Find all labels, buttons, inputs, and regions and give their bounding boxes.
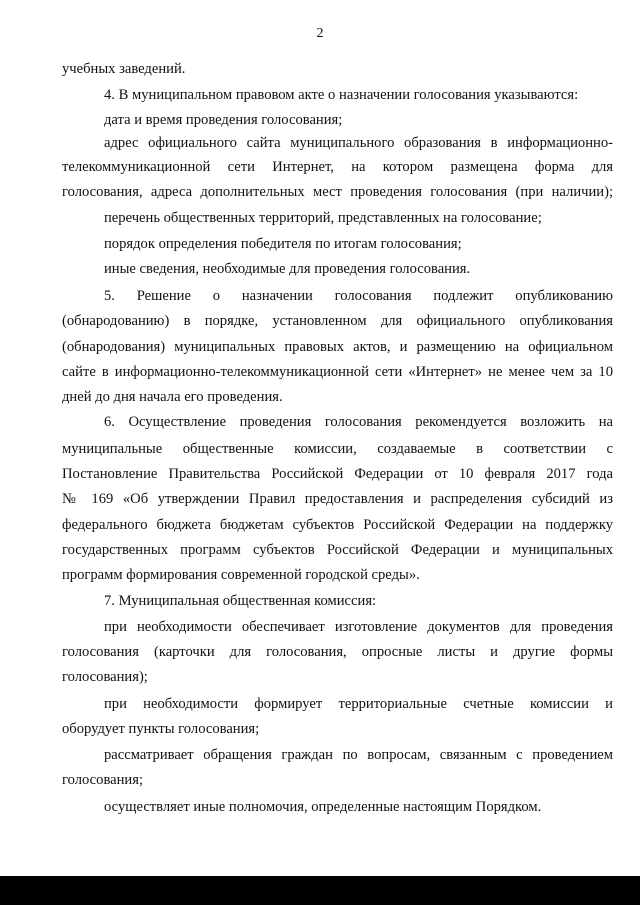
text-line: дата и время проведения голосования; (104, 112, 343, 128)
text-line: дней до дня начала его проведения. (62, 389, 283, 405)
text-line: оборудует пункты голосования; (62, 721, 260, 737)
text-line: голосования); (62, 669, 148, 685)
text-line: (обнародования) муниципальных правовых актов, и размещению на официальном (62, 339, 613, 355)
text-line: голосования; (62, 772, 144, 788)
text-line: рассматривает обращения граждан по вопросам, связанным с проведением (104, 747, 613, 763)
text-line: иные сведения, необходимые для проведения голосования. (104, 261, 471, 277)
text-line: при необходимости формирует территориальные счетные комиссии и (104, 696, 613, 712)
page-number: 2 (316, 26, 324, 41)
scan-bottom-edge (0, 876, 640, 905)
text-line: адрес официального сайта муниципального образования в информационно- (104, 135, 613, 151)
text-line: 4. В муниципальном правовом акте о назначении голосования указываются: (104, 87, 579, 103)
text-line: при необходимости обеспечивает изготовление документов для проведения (104, 619, 613, 635)
text-line: Постановление Правительства Российской Федерации от 10 февраля 2017 года (62, 466, 613, 482)
text-line: голосования, адреса дополнительных мест проведения голосования (при наличии); (62, 184, 613, 200)
text-line: государственных программ субъектов Российской Федерации и муниципальных (62, 542, 613, 558)
text-line: перечень общественных территорий, представленных на голосование; (104, 210, 542, 226)
text-line: 5. Решение о назначении голосования подлежит опубликованию (104, 288, 613, 304)
text-line: муниципальные общественные комиссии, создаваемые в соответствии с (62, 441, 613, 457)
text-line: телекоммуникационной сети Интернет, на котором размещена форма для (62, 159, 613, 175)
text-line: порядок определения победителя по итогам голосования; (104, 236, 462, 252)
text-line: голосования (карточки для голосования, опросные листы и другие формы (62, 644, 613, 660)
text-line: учебных заведений. (62, 61, 186, 77)
text-line: программ формирования современной городской среды». (62, 567, 420, 583)
text-line: осуществляет иные полномочия, определенные настоящим Порядком. (104, 799, 542, 815)
text-line: 6. Осуществление проведения голосования рекомендуется возложить на (104, 414, 613, 430)
text-line: № 169 «Об утверждении Правил предоставления и распределения субсидий из (62, 491, 613, 507)
text-line: федерального бюджета бюджетам субъектов Российской Федерации на поддержку (62, 517, 613, 533)
text-line: 7. Муниципальная общественная комиссия: (104, 593, 377, 609)
text-line: (обнародованию) в порядке, установленном для официального опубликования (62, 313, 613, 329)
text-line: сайте в информационно-телекоммуникационной сети «Интернет» не менее чем за 10 (62, 364, 613, 380)
